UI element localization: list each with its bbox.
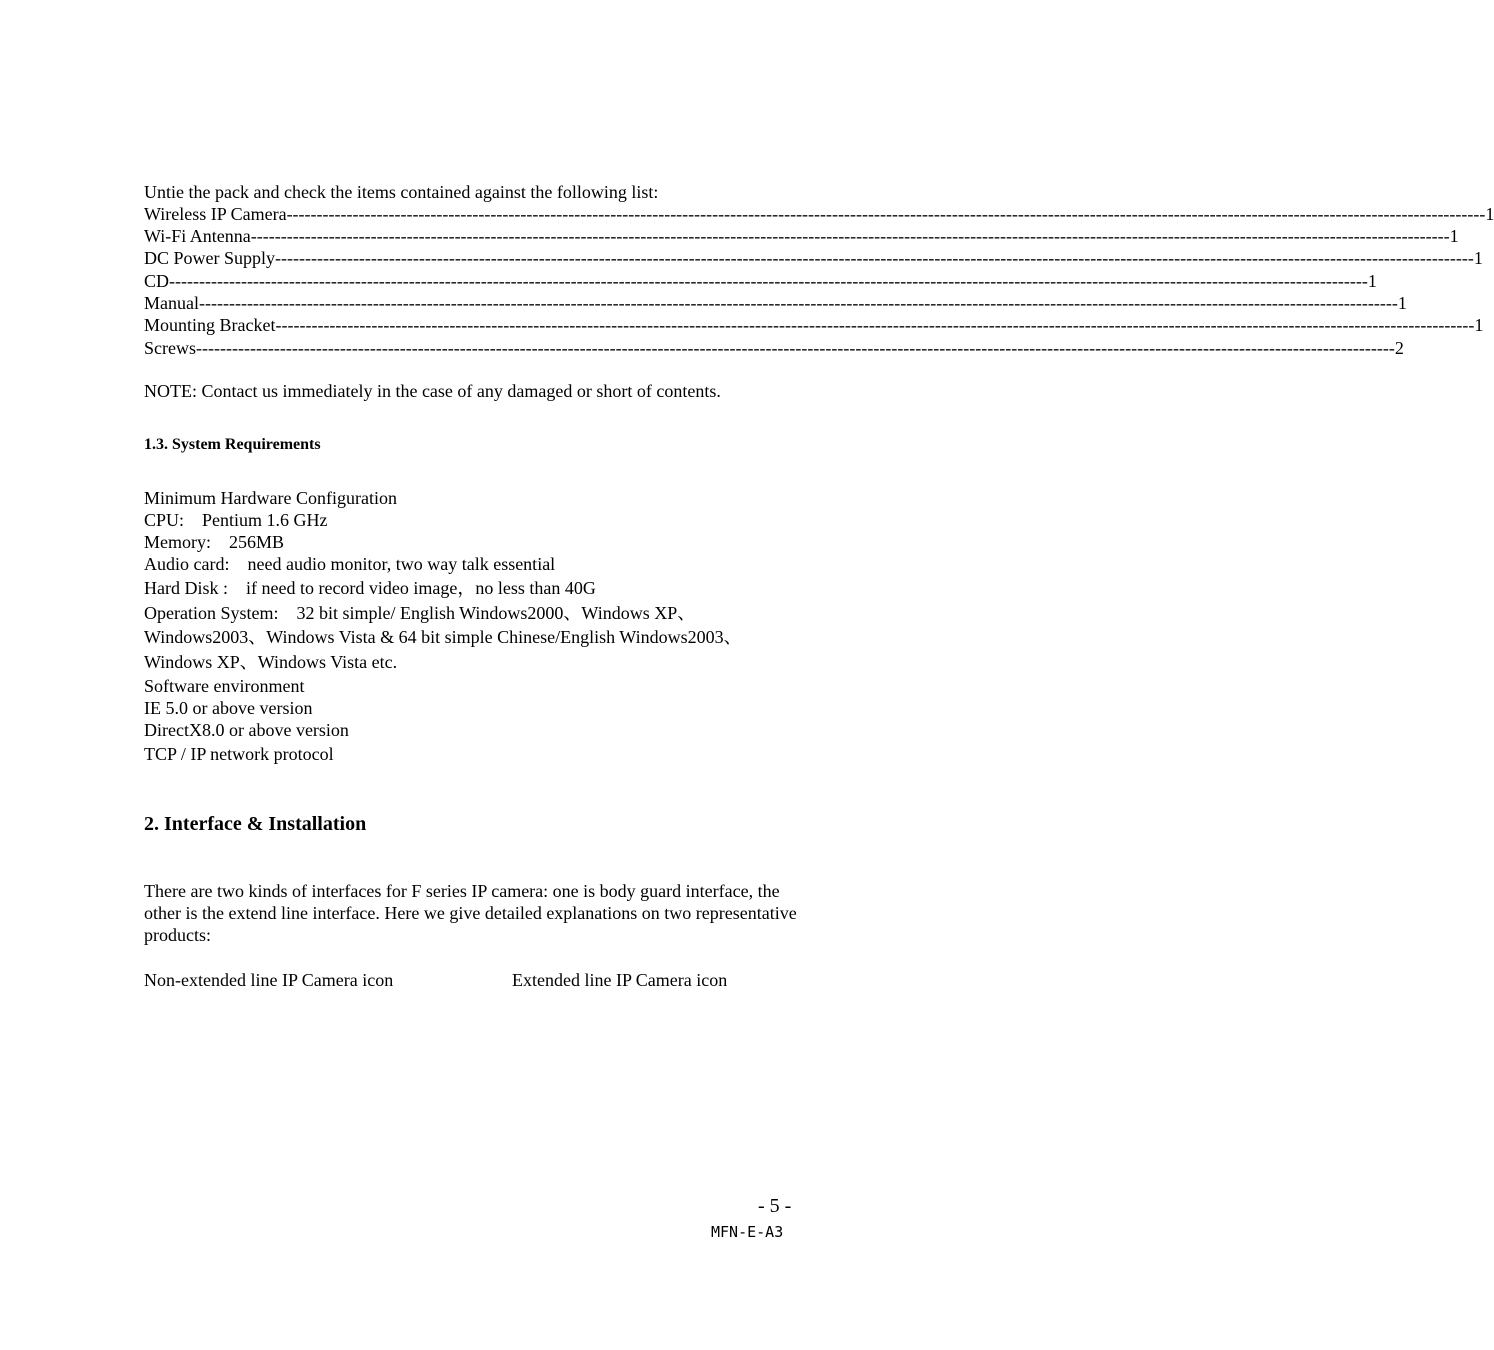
document-code: MFN-E-A3 [711, 1223, 784, 1241]
item-quantity: 1 [1474, 315, 1484, 335]
section-heading-interface-installation: 2. Interface & Installation [144, 813, 367, 835]
list-item [144, 337, 1404, 359]
item-name: Screws [144, 338, 196, 358]
item-quantity: 1 [1485, 204, 1494, 224]
dash-leader: -------------------------------------------------------------------------------------------------------------------------------------------------------------------------------------------------------- [275, 315, 1475, 335]
section-heading-system-requirements: 1.3. System Requirements [144, 436, 321, 453]
min-hardware-label: Minimum Hardware Configuration [144, 488, 397, 508]
os-spec-line-2: Windows2003、Windows Vista & 64 bit simple Chinese/English Windows2003、 [144, 627, 742, 647]
item-quantity: 1 [1473, 248, 1483, 268]
item-name: CD [144, 271, 170, 291]
list-item [144, 225, 1459, 247]
item-quantity: 2 [1394, 338, 1404, 358]
extended-camera-icon-label: Extended line IP Camera icon [512, 970, 728, 990]
interface-description: There are two kinds of interfaces for F series IP camera: one is body guard interface, the other is the extend line interface. Here we give detailed explanations on two representative products: [144, 881, 797, 945]
list-item [144, 292, 1407, 314]
page-number: - 5 - [758, 1195, 792, 1217]
dash-leader: -------------------------------------------------------------------------------------------------------------------------------------------------------------------------------------------------------- [169, 271, 1368, 291]
dash-leader: -------------------------------------------------------------------------------------------------------------------------------------------------------------------------------------------------------- [275, 248, 1474, 268]
software-environment-label: Software environment [144, 676, 305, 696]
list-item [144, 314, 1484, 336]
item-quantity: 1 [1367, 271, 1377, 291]
note-text: NOTE: Contact us immediately in the case of any damaged or short of contents. [144, 381, 721, 401]
dash-leader: -------------------------------------------------------------------------------------------------------------------------------------------------------------------------------------------------------- [196, 338, 1395, 358]
dash-leader: -------------------------------------------------------------------------------------------------------------------------------------------------------------------------------------------------------- [250, 226, 1450, 246]
dash-leader: -------------------------------------------------------------------------------------------------------------------------------------------------------------------------------------------------------- [198, 293, 1398, 313]
intro-text: Untie the pack and check the items contained against the following list: [144, 182, 659, 202]
item-name: Manual [144, 293, 199, 313]
tcp-ip-requirement: TCP / IP network protocol [144, 744, 334, 764]
audio-card-spec: Audio card: need audio monitor, two way talk essential [144, 554, 556, 574]
memory-spec: Memory: 256MB [144, 532, 285, 552]
item-name: Wireless IP Camera [144, 204, 287, 224]
item-name: Mounting Bracket [144, 315, 276, 335]
ie-requirement: IE 5.0 or above version [144, 698, 313, 718]
hard-disk-spec: Hard Disk : if need to record video image，no less than 40G [144, 578, 596, 598]
item-quantity: 1 [1449, 226, 1459, 246]
item-name: Wi-Fi Antenna [144, 226, 251, 246]
directx-requirement: DirectX8.0 or above version [144, 720, 349, 740]
item-name: DC Power Supply [144, 248, 276, 268]
cpu-spec: CPU: Pentium 1.6 GHz [144, 510, 328, 530]
non-extended-camera-icon-label: Non-extended line IP Camera icon [144, 970, 394, 990]
item-quantity: 1 [1397, 293, 1407, 313]
list-item [144, 270, 1377, 292]
os-spec-line-1: Operation System: 32 bit simple/ English Windows2000、Windows XP、 [144, 603, 696, 623]
list-item [144, 203, 1494, 225]
os-spec-line-3: Windows XP、Windows Vista etc. [144, 652, 398, 672]
list-item [144, 247, 1483, 269]
dash-leader: -------------------------------------------------------------------------------------------------------------------------------------------------------------------------------------------------------- [286, 204, 1486, 224]
